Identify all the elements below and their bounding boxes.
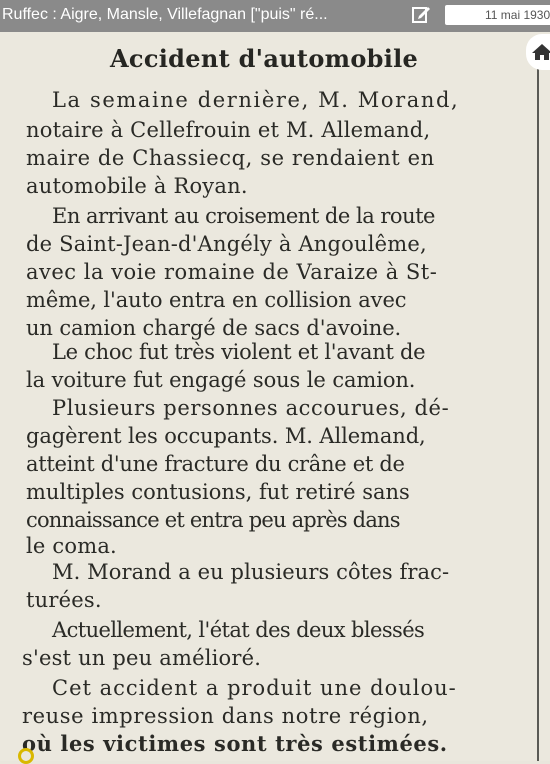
- article-line: maire de Chassiecq, se rendaient en: [26, 146, 435, 170]
- article-line: En arrivant au croisement de la route: [52, 204, 435, 228]
- article-heading: Accident d'automobile: [110, 44, 419, 73]
- home-button[interactable]: [526, 34, 550, 70]
- article-line: le coma.: [26, 534, 117, 558]
- article-line: multiples contusions, fut retiré sans: [26, 480, 410, 504]
- article-line: un camion chargé de sacs d'avoine.: [26, 316, 402, 340]
- article-line: de Saint-Jean-d'Angély à Angoulême,: [26, 232, 427, 256]
- article-line: atteint d'une fracture du crâne et de: [26, 452, 405, 476]
- article-line: où les victimes sont très estimées.: [22, 731, 448, 756]
- article-line: automobile à Royan.: [26, 174, 248, 198]
- article-line: La semaine dernière, M. Morand,: [52, 88, 460, 112]
- top-bar: [0, 0, 550, 32]
- article-line: la voiture fut engagé sous le camion.: [26, 368, 416, 392]
- article-line: même, l'auto entra en collision avec: [26, 288, 407, 312]
- home-icon: [531, 43, 550, 61]
- article-line: Plusieurs personnes accourues, dé-: [52, 396, 450, 420]
- date-field[interactable]: [445, 5, 550, 25]
- article-line: connaissance et entra peu après dans: [26, 508, 400, 532]
- edit-note-icon[interactable]: [410, 3, 432, 25]
- date-label: 11 mai 1930: [485, 8, 550, 22]
- article-line: Cet accident a produit une doulou-: [52, 676, 457, 700]
- article-line: avec la voie romaine de Varaize à St-: [26, 260, 438, 284]
- document-title[interactable]: Ruffec : Aigre, Mansle, Villefagnan ["puis" ré...: [2, 6, 328, 23]
- article-line: gagèrent les occupants. M. Allemand,: [26, 424, 426, 448]
- article-line: reuse impression dans notre région,: [22, 704, 429, 728]
- column-divider: [537, 40, 539, 761]
- article-line: turées.: [26, 588, 102, 612]
- cursor-ring-icon: [18, 748, 34, 764]
- article-line: Actuellement, l'état des deux blessés: [52, 618, 425, 642]
- article-line: notaire à Cellefrouin et M. Allemand,: [26, 118, 431, 142]
- article-line: s'est un peu amélioré.: [22, 646, 262, 670]
- article-line: Le choc fut très violent et l'avant de: [52, 340, 426, 364]
- article-line: M. Morand a eu plusieurs côtes frac-: [52, 560, 450, 584]
